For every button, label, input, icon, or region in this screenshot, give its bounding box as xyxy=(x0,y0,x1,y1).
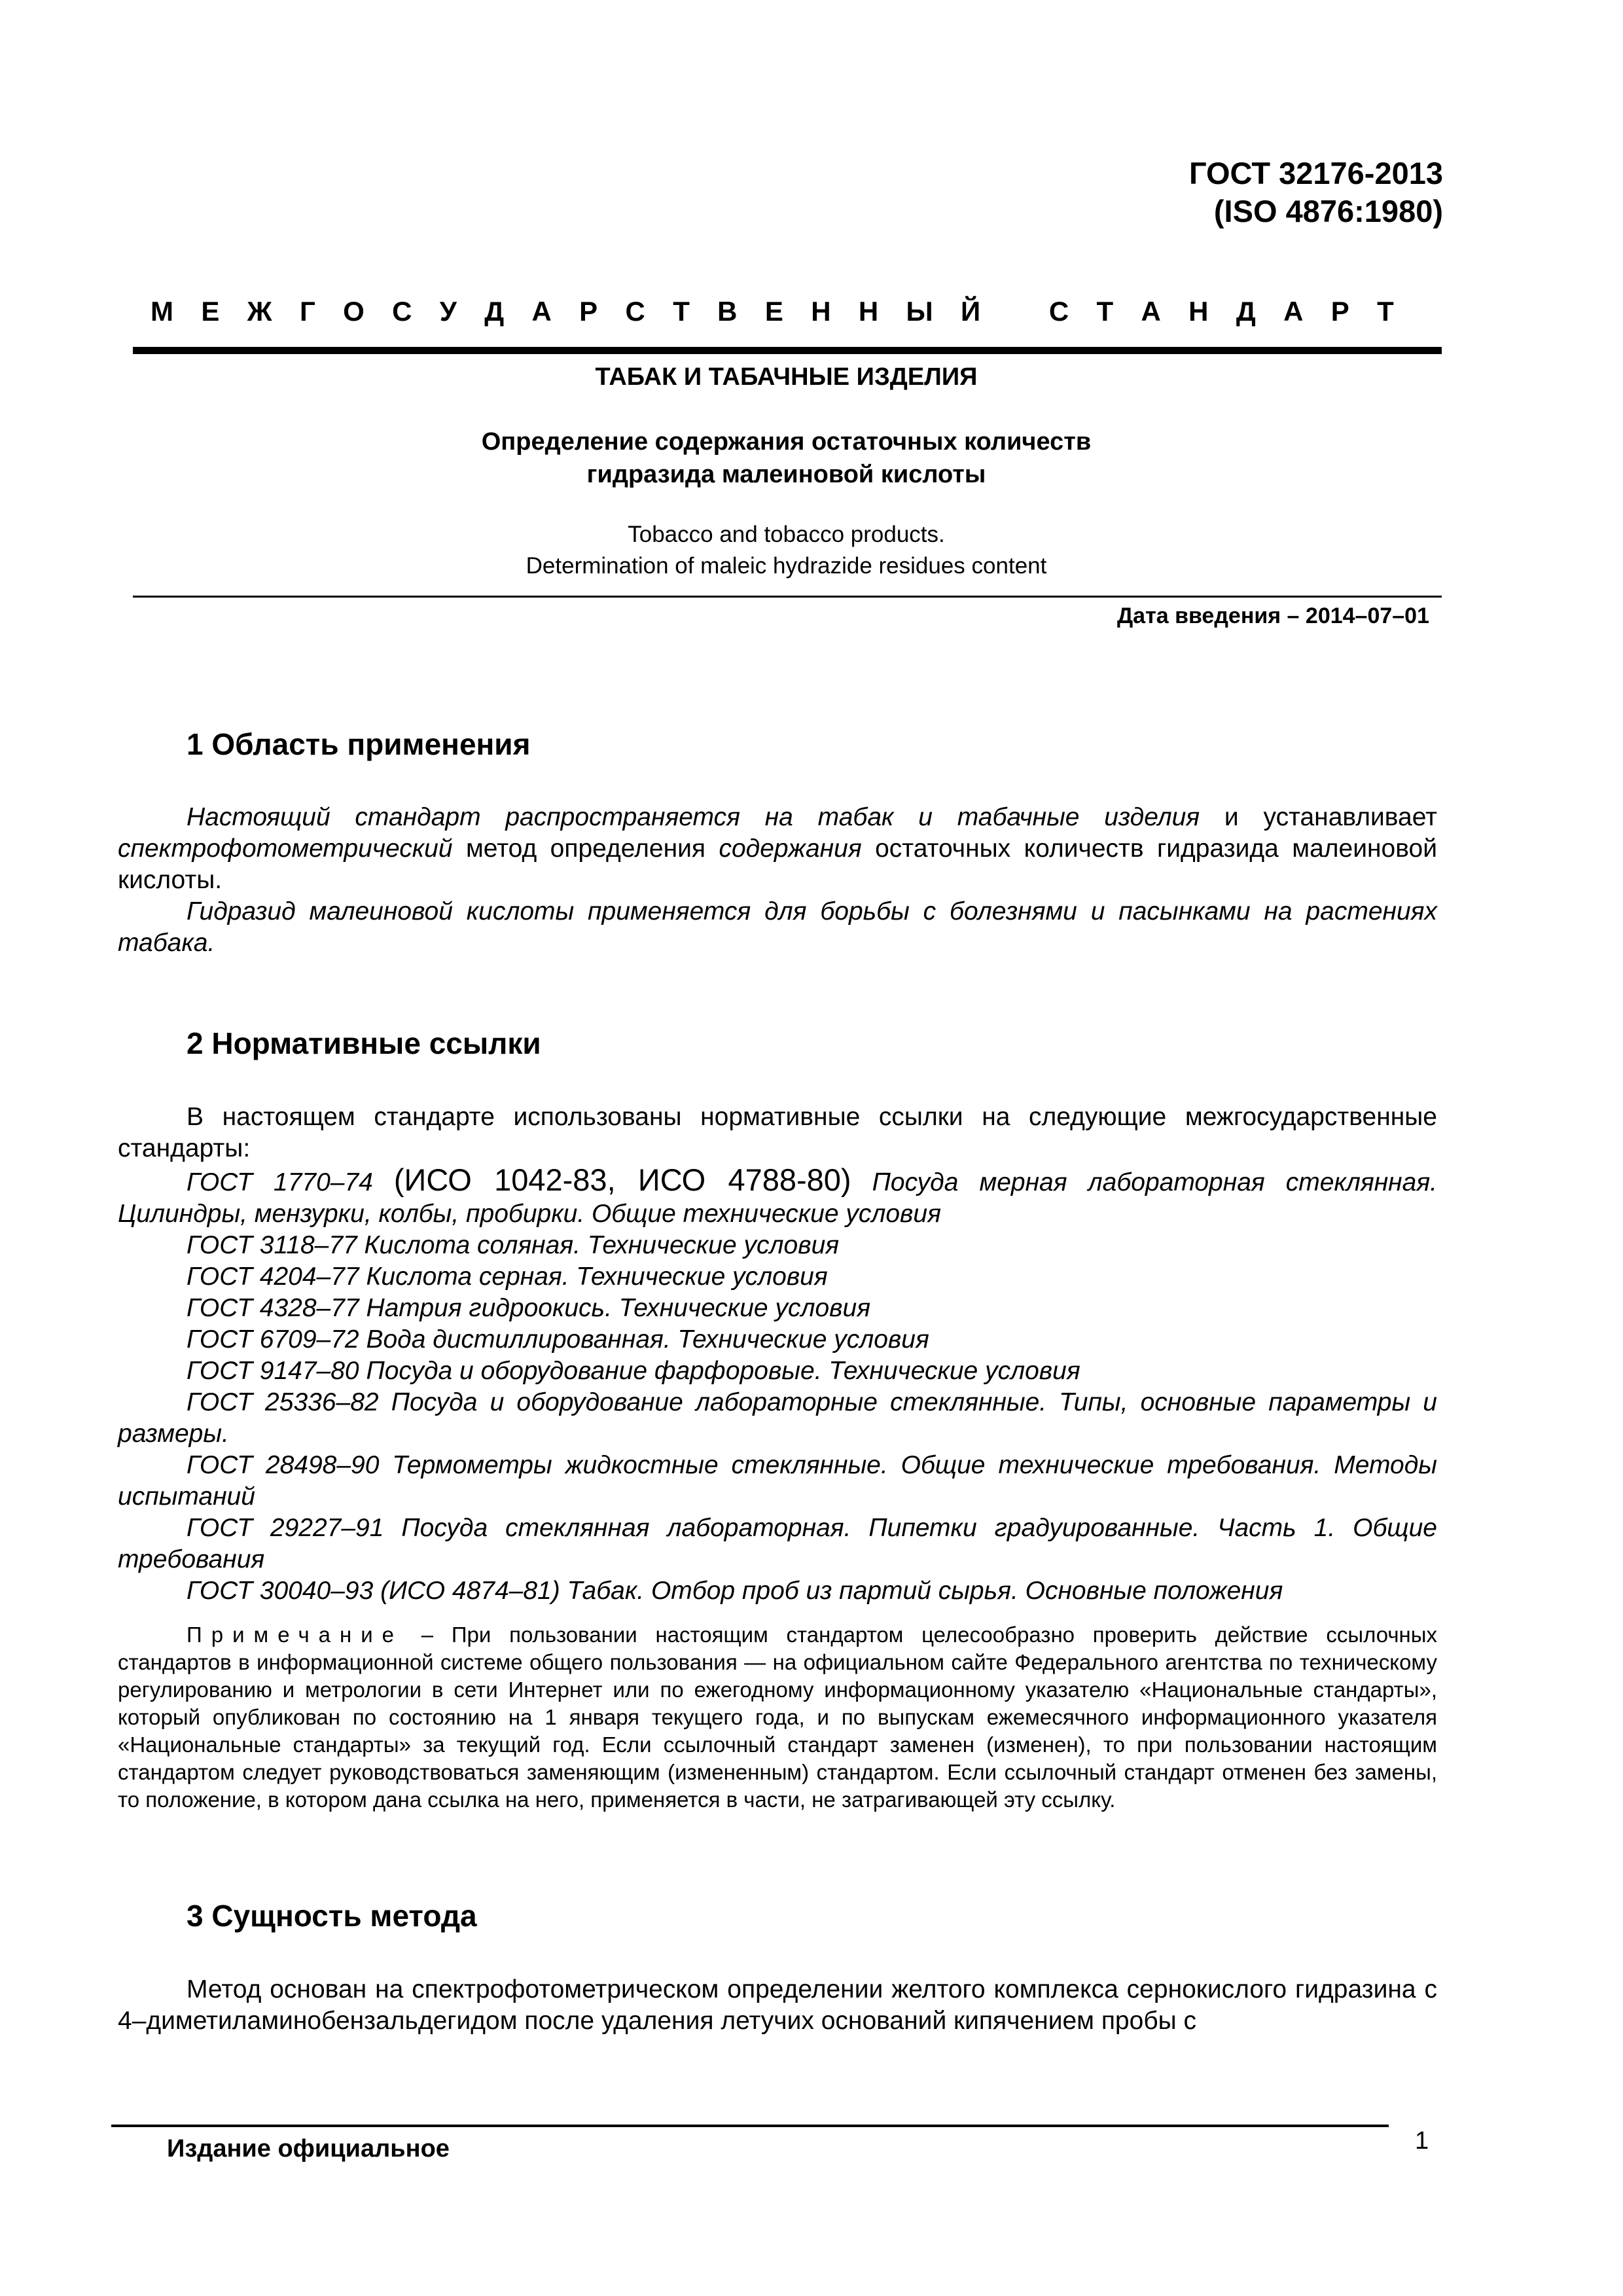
english-title xyxy=(133,519,1440,582)
heading-letter: А xyxy=(1141,296,1161,327)
scope-text-d: метод определения xyxy=(452,834,719,863)
reference-item: ГОСТ 25336–82 Посуда и оборудование лабораторные стеклянные. Типы, основные параметры и размеры. xyxy=(118,1388,1437,1448)
reference-item: ГОСТ 28498–90 Термометры жидкостные стеклянные. Общие технические требования. Методы испытаний xyxy=(118,1451,1437,1511)
official-edition-label: Издание официальное xyxy=(167,2135,450,2162)
document-title: ТАБАК И ТАБАЧНЫЕ ИЗДЕЛИЯ xyxy=(595,363,978,391)
standard-code-gost: ГОСТ 32176-2013 xyxy=(1188,156,1443,190)
section-2-heading: 2 Нормативные ссылки xyxy=(187,1026,541,1060)
page-number: 1 xyxy=(1415,2127,1429,2155)
heading-letter: Н xyxy=(811,296,831,327)
subtitle-line-1: Определение содержания остаточных количеств xyxy=(481,428,1092,456)
heading-letter: Д xyxy=(484,296,505,327)
english-title-line-1: Tobacco and tobacco products. xyxy=(628,522,945,547)
reference-item xyxy=(118,1164,1437,1230)
reference-item: ГОСТ 6709–72 Вода дистиллированная. Технические условия xyxy=(187,1325,929,1354)
heading-letter: Т xyxy=(1096,296,1114,327)
reference-item: ГОСТ 30040–93 (ИСО 4874–81) Табак. Отбор проб из партий сырья. Основные положения xyxy=(187,1577,1283,1605)
reference-item: ГОСТ 9147–80 Посуда и оборудование фарфоровые. Технические условия xyxy=(187,1357,1080,1385)
heading-letter: М xyxy=(151,296,173,327)
heading-letter: А xyxy=(1283,296,1304,327)
heading-letter: Н xyxy=(1188,296,1209,327)
standard-code-iso: (ISO 4876:1980) xyxy=(1213,194,1443,228)
note-text: – При пользовании настоящим стандартом целесообразно проверить действие ссылочных стандартов в информационной системе общего пользования — на официальном сайте Федерального агентства по техническому регулированию и метрологии в сети Интернет или по ежегодному информационному указателю «Национальные стандарты», который опубликован по состоянию на 1 января текущего года, и по выпускам ежемесячного информационного указателя «Национальные стандарты» за текущий год. Если ссылочный стандарт заменен (изменен), то при пользовании настоящим стандартом следует руководствоваться заменяющим (измененным) стандартом. Если ссылочный стандарт отменен без замены, то положение, в котором дана ссылка на него, применяется в части, не затрагивающей эту ссылку. xyxy=(118,1623,1437,1812)
section-3-body xyxy=(118,1974,1437,2037)
heading-letter: С xyxy=(1048,296,1069,327)
note-label: Примечание xyxy=(187,1623,404,1647)
introduction-date: Дата введения – 2014–07–01 xyxy=(1116,603,1429,628)
header-thick-rule xyxy=(133,347,1442,354)
scope-text-c: спектрофотометрический xyxy=(118,834,453,863)
reference-item: ГОСТ 4328–77 Натрия гидроокись. Технические условия xyxy=(187,1294,871,1322)
scope-text-b: и устанавливает xyxy=(1200,803,1437,831)
title-thin-rule xyxy=(133,596,1442,598)
reference-item: ГОСТ 29227–91 Посуда стеклянная лабораторная. Пипетки градуированные. Часть 1. Общие требования xyxy=(118,1514,1437,1573)
section-1-body xyxy=(118,802,1437,959)
document-subtitle xyxy=(133,425,1440,491)
heading-letter: Р xyxy=(579,296,598,327)
interstate-standard-heading xyxy=(151,296,1394,327)
section-3-heading: 3 Сущность метода xyxy=(187,1899,477,1933)
section-3-paragraph-1: Метод основан на спектрофотометрическом определении желтого комплекса сернокислого гидразина с 4–диметиламинобензальдегидом после удаления летучих оснований кипячением пробы с xyxy=(118,1975,1437,2035)
heading-letter: Ы xyxy=(906,296,933,327)
reference-1-iso: (ИСО 1042-83, ИСО 4788-80) xyxy=(393,1162,851,1197)
scope-text-a: Настоящий стандарт распространяется на табак и табачные изделия xyxy=(187,803,1200,831)
heading-letter: С xyxy=(392,296,412,327)
heading-letter: Н xyxy=(858,296,879,327)
reference-item: ГОСТ 3118–77 Кислота соляная. Технические условия xyxy=(187,1231,840,1259)
heading-letter: С xyxy=(625,296,645,327)
scope-text-e: содержания xyxy=(719,834,862,863)
heading-letter: А xyxy=(531,296,552,327)
scope-text-f: остаточных количеств гидразида малеиновой кислоты. xyxy=(118,834,1437,894)
section-2-body xyxy=(118,1102,1437,1607)
references-intro: В настоящем стандарте использованы нормативные ссылки на следующие межгосударственные стандарты: xyxy=(118,1103,1437,1162)
heading-letter: Д xyxy=(1236,296,1256,327)
note-paragraph xyxy=(118,1621,1437,1814)
heading-letter: В xyxy=(717,296,738,327)
heading-letter: Г xyxy=(299,296,315,327)
heading-letter: Т xyxy=(1377,296,1394,327)
subtitle-line-2: гидразида малеиновой кислоты xyxy=(586,461,986,488)
heading-letter: Й xyxy=(960,296,981,327)
standard-code xyxy=(1189,154,1443,230)
heading-letter: Е xyxy=(764,296,783,327)
heading-letter: Р xyxy=(1330,296,1349,327)
reference-item: ГОСТ 4204–77 Кислота серная. Технические условия xyxy=(187,1263,828,1291)
heading-letter: Т xyxy=(673,296,690,327)
heading-gap xyxy=(1008,296,1022,327)
heading-letter: О xyxy=(343,296,365,327)
english-title-line-2: Determination of maleic hydrazide residues content xyxy=(526,553,1047,579)
footer-rule xyxy=(111,2125,1389,2127)
section-1-heading: 1 Область применения xyxy=(187,727,531,761)
section-1-paragraph-1 xyxy=(118,802,1437,896)
heading-letter: У xyxy=(439,296,457,327)
section-1-paragraph-2: Гидразид малеиновой кислоты применяется для борьбы с болезнями и пасынками на растениях табака. xyxy=(118,897,1437,957)
heading-letter: Ж xyxy=(247,296,272,327)
reference-1-code: ГОСТ 1770–74 xyxy=(187,1168,394,1196)
heading-letter: Е xyxy=(201,296,220,327)
references-note xyxy=(118,1621,1437,1814)
reference-1-title: Посуда мерная лабораторная стеклянная. Цилиндры, мензурки, колбы, пробирки. Общие технические условия xyxy=(118,1168,1437,1228)
